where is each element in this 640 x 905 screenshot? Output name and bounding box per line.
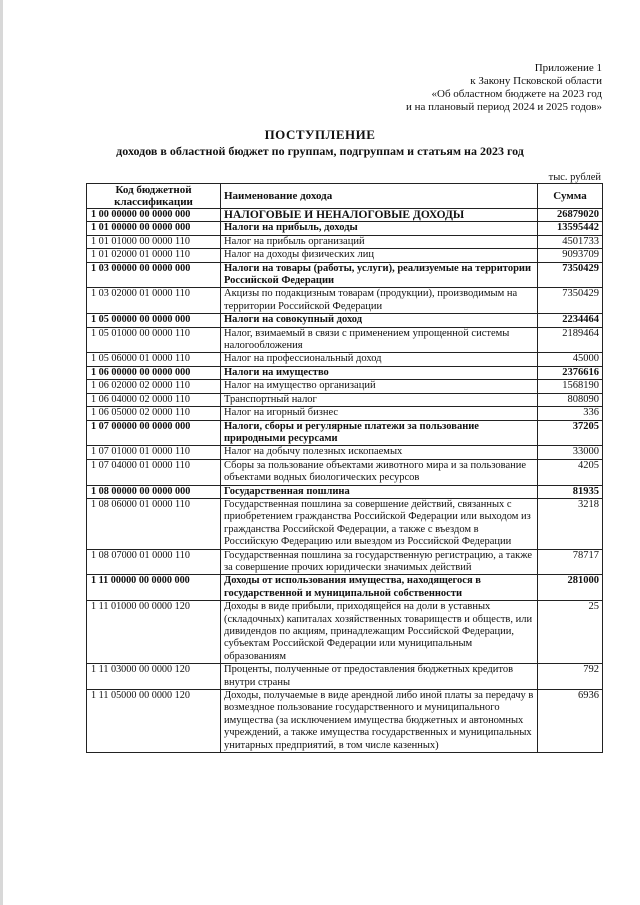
cell-code: 1 11 05000 00 0000 120 [87,690,221,753]
table-row [87,498,603,549]
table-row [87,314,603,327]
cell-name: Налог на профессиональный доход [221,353,538,366]
cell-code: 1 01 01000 00 0000 110 [87,235,221,248]
cell-sum: 808090 [538,393,603,406]
cell-code: 1 08 00000 00 0000 000 [87,485,221,498]
table-row [87,446,603,459]
cell-sum: 336 [538,407,603,420]
table-row [87,549,603,575]
table-row [87,222,603,235]
cell-sum: 7350429 [538,288,603,314]
column-header-code: Код бюджетной классификации [87,184,221,209]
cell-sum: 81935 [538,485,603,498]
cell-name: Акцизы по подакцизным товарам (продукции), производимым на территории Российской Федерации [221,288,538,314]
cell-name: Налог на добычу полезных ископаемых [221,446,538,459]
units-label: тыс. рублей [548,172,601,183]
table-row [87,249,603,262]
table-row [87,407,603,420]
cell-name: Налог на прибыль организаций [221,235,538,248]
table-row [87,485,603,498]
table-row [87,420,603,446]
cell-name: Налоги на имущество [221,366,538,379]
cell-sum: 45000 [538,353,603,366]
cell-code: 1 03 00000 00 0000 000 [87,262,221,288]
cell-name: Доходы в виде прибыли, приходящейся на доли в уставных (складочных) капиталах хозяйственных товариществ и обществ, или дивидендов по акциям, принадлежащим Российской Федерации, субъектам Российской Федерации или муниципальным образованиям [221,601,538,664]
cell-name: Доходы от использования имущества, находящегося в государственной и муниципальной собственности [221,575,538,601]
income-table [86,183,603,753]
table-row [87,353,603,366]
cell-sum: 33000 [538,446,603,459]
cell-sum: 2376616 [538,366,603,379]
cell-sum: 1568190 [538,380,603,393]
table-header-row [87,184,603,209]
cell-code: 1 06 00000 00 0000 000 [87,366,221,379]
cell-sum: 9093709 [538,249,603,262]
cell-name: НАЛОГОВЫЕ И НЕНАЛОГОВЫЕ ДОХОДЫ [221,209,538,222]
cell-code: 1 03 02000 01 0000 110 [87,288,221,314]
cell-sum: 4501733 [538,235,603,248]
cell-sum: 6936 [538,690,603,753]
cell-code: 1 07 00000 00 0000 000 [87,420,221,446]
appendix-line: Приложение 1 [534,62,602,74]
cell-sum: 792 [538,664,603,690]
table-row [87,664,603,690]
cell-sum: 37205 [538,420,603,446]
cell-sum: 7350429 [538,262,603,288]
cell-name: Налог на игорный бизнес [221,407,538,420]
cell-name: Государственная пошлина за совершение действий, связанных с приобретением гражданства Российской Федерации или выходом из гражданства Российской Федерации, а также с въездом в Российскую Федерацию или выездом из Российской Федерации [221,498,538,549]
cell-sum: 78717 [538,549,603,575]
document-title: ПОСТУПЛЕНИЕ [264,127,376,142]
cell-code: 1 06 04000 02 0000 110 [87,393,221,406]
cell-code: 1 07 01000 01 0000 110 [87,446,221,459]
cell-code: 1 11 03000 00 0000 120 [87,664,221,690]
appendix-line: «Об областном бюджете на 2023 год [431,88,602,100]
cell-code: 1 11 01000 00 0000 120 [87,601,221,664]
cell-sum: 281000 [538,575,603,601]
cell-code: 1 06 05000 02 0000 110 [87,407,221,420]
table-row [87,601,603,664]
cell-name: Транспортный налог [221,393,538,406]
appendix-line: к Закону Псковской области [470,75,602,87]
cell-sum: 3218 [538,498,603,549]
cell-name: Налоги на прибыль, доходы [221,222,538,235]
cell-sum: 4205 [538,459,603,485]
table-row [87,393,603,406]
cell-code: 1 11 00000 00 0000 000 [87,575,221,601]
cell-code: 1 07 04000 01 0000 110 [87,459,221,485]
table-row [87,575,603,601]
cell-name: Налоги на товары (работы, услуги), реализуемые на территории Российской Федерации [221,262,538,288]
cell-code: 1 05 00000 00 0000 000 [87,314,221,327]
cell-name: Налоги, сборы и регулярные платежи за пользование природными ресурсами [221,420,538,446]
column-header-sum: Сумма [538,184,603,209]
cell-code: 1 05 06000 01 0000 110 [87,353,221,366]
cell-code: 1 01 02000 01 0000 110 [87,249,221,262]
table-row [87,209,603,222]
table-row [87,380,603,393]
cell-name: Государственная пошлина [221,485,538,498]
table-body [87,209,603,753]
cell-code: 1 05 01000 00 0000 110 [87,327,221,353]
table-row [87,235,603,248]
cell-code: 1 01 00000 00 0000 000 [87,222,221,235]
cell-name: Налоги на совокупный доход [221,314,538,327]
document-subtitle: доходов в областной бюджет по группам, подгруппам и статьям на 2023 год [116,144,524,158]
cell-sum: 2234464 [538,314,603,327]
table-row [87,690,603,753]
table-row [87,366,603,379]
table-row [87,262,603,288]
appendix-note [406,62,602,114]
cell-sum: 13595442 [538,222,603,235]
table-row [87,288,603,314]
cell-name: Проценты, полученные от предоставления бюджетных кредитов внутри страны [221,664,538,690]
cell-name: Сборы за пользование объектами животного мира и за пользование объектами водных биологических ресурсов [221,459,538,485]
cell-name: Доходы, получаемые в виде арендной либо иной платы за передачу в возмездное пользование государственного и муниципального имущества (за исключением имущества бюджетных и автономных учреждений, а также имущества государственных и муниципальных унитарных предприятий, в том числе казенных) [221,690,538,753]
cell-code: 1 08 07000 01 0000 110 [87,549,221,575]
cell-name: Налог на имущество организаций [221,380,538,393]
cell-name: Налог, взимаемый в связи с применением упрощенной системы налогообложения [221,327,538,353]
cell-sum: 26879020 [538,209,603,222]
cell-sum: 25 [538,601,603,664]
cell-code: 1 06 02000 02 0000 110 [87,380,221,393]
cell-name: Государственная пошлина за государственную регистрацию, а также за совершение прочих юридически значимых действий [221,549,538,575]
appendix-line: и на плановый период 2024 и 2025 годов» [405,101,602,113]
cell-code: 1 00 00000 00 0000 000 [87,209,221,222]
cell-code: 1 08 06000 01 0000 110 [87,498,221,549]
cell-name: Налог на доходы физических лиц [221,249,538,262]
table-row [87,327,603,353]
column-header-name: Наименование дохода [221,184,538,209]
cell-sum: 2189464 [538,327,603,353]
table-row [87,459,603,485]
